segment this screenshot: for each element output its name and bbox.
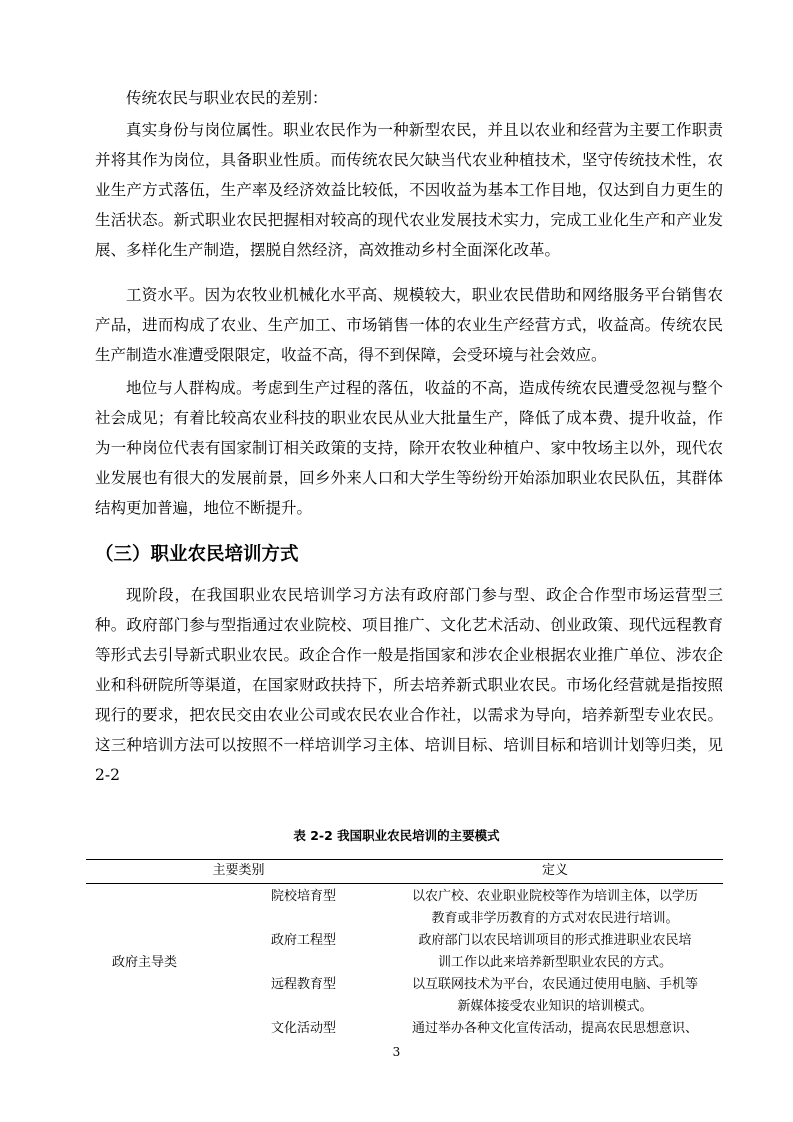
paragraph-training: 现阶段，在我国职业农民培训学习方法有政府部门参与型、政企合作型市场运营型三种。政府部门参与型指通过农业院校、项目推广、文化艺术活动、创业政策、现代远程教育等形式去引导新式职业农民。政企合作一般是指国家和涉农企业根据农业推广单位、涉农企业和科研院所等渠道，在国家财政扶持下，所去培养新式职业农民。市场化经营就是指按照现行的要求，把农民交由农业公司或农民农业合作社，以需求为导向，培养新型专业农民。这三种培训方法可以按照不一样培训学习主体、培训目标、培训目标和培训计划等归类，见 2-2 [95, 586, 723, 784]
table-caption: 表 2-2 我国职业农民培训的主要模式 [293, 828, 500, 843]
table-group-label: 政府主导类 [112, 955, 178, 970]
table-row-type: 远程教育型 [271, 977, 337, 992]
paragraph-intro: 传统农民与职业农民的差别： [126, 89, 328, 107]
paragraph-identity: 真实身份与岗位属性。职业农民作为一种新型农民，并且以农业和经营为主要工作职责并将其作为岗位，具备职业性质。而传统农民欠缺当代农业种植技术，坚守传统技术性，农业生产方式落伍，生产率及经济效益比较低，不因收益为基本工作目地，仅达到自力更生的生活状态。新式职业农民把握相对较高的现代农业发展技术实力，完成工业化生产和产业发展、多样化生产制造，摆脱自然经济，高效推动乡村全面深化改革。 [95, 121, 723, 259]
table-row-type: 政府工程型 [271, 933, 337, 948]
table-row-type: 院校培育型 [271, 889, 337, 904]
table-row-definition-line1: 以互联网技术为平台，农民通过使用电脑、手机等 [411, 977, 698, 992]
table-header-definition: 定义 [541, 863, 568, 878]
table-row-definition-line1: 以农广校、农业职业院校等作为培训主体，以学历 [411, 889, 698, 904]
paragraph-income: 工资水平。因为农牧业机械化水平高、规模较大，职业农民借助和网络服务平台销售农产品，进而构成了农业、生产加工、市场销售一体的农业生产经营方式，收益高。传统农民生产制造水准遭受限限定，收益不高，得不到保障，会受环境与社会效应。 [95, 286, 723, 364]
table-row-definition-line2: 训工作以此来培养新型职业农民的方式。 [437, 955, 672, 970]
section-heading: （三）职业农民培训方式 [95, 544, 299, 565]
table-row-definition-line2: 新媒体接受农业知识的培训模式。 [457, 999, 653, 1014]
table-header-category: 主要类别 [212, 863, 265, 878]
table-row-definition-line2: 教育或非学历教育的方式对农民进行培训。 [431, 911, 679, 926]
table-row-definition-line1: 通过举办各种文化宣传活动，提高农民思想意识、 [411, 1021, 698, 1036]
table-row-type: 文化活动型 [271, 1021, 337, 1036]
table-row-definition-line1: 政府部门以农民培训项目的形式推进职业农民培 [418, 933, 692, 948]
table-header-rule [86, 883, 723, 884]
paragraph-status: 地位与人群构成。考虑到生产过程的落伍，收益的不高，造成传统农民遭受忽视与整个社会成见；有着比较高农业科技的职业农民从业大批量生产，降低了成本费、提升收益，作为一种岗位代表有国家制订相关政策的支持，除开农牧业种植户、家中牧场主以外，现代农业发展也有很大的发展前景，回乡外来人口和大学生等纷纷开始添加职业农民队伍，其群体结构更加普遍，地位不断提升。 [95, 379, 723, 517]
page-number: 3 [392, 1045, 401, 1059]
